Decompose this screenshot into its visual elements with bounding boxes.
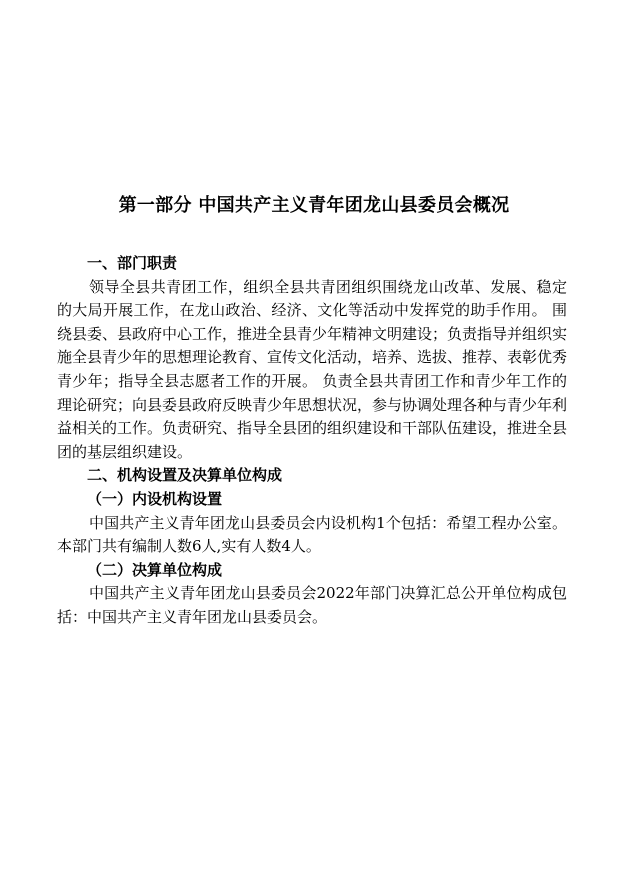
subsection-heading-units: （二）决算单位构成 <box>87 560 223 579</box>
section-heading-organization: 二、机构设置及决算单位构成 <box>87 466 283 485</box>
section-heading-duties: 一、部门职责 <box>87 254 178 272</box>
paragraph-duties: 领导全县共青团工作，组织全县共青团组织围绕龙山改革、发展、稳定的大局开展工作，在龙山政治、经济、文化等活动中发挥党的助手作用。 围绕县委、县政府中心工作，推进全县青少年精神文明建设；负责指导并组织实施全县青少年的思想理论教育、宣传文化活动，培养、选拔、推荐、表彰优秀青少年；指导全县志愿者工作的开展。 负责全县共青团工作和青少年工作的理论研究；向县委县政府反映青少年思想状况，参与协调处理各种与青少年利益相关的工作。负责研究、指导全县团的组织建设和干部队伍建设，推进全县团的基层组织建设。 <box>57 277 568 461</box>
page-title: 第一部分 中国共产主义青年团龙山县委员会概况 <box>118 195 510 216</box>
document-body <box>57 252 567 630</box>
paragraph-internal: 中国共产主义青年团龙山县委员会内设机构1个包括：希望工程办公室。本部门共有编制人数6人,实有人数4人。 <box>57 513 567 556</box>
paragraph-units: 中国共产主义青年团龙山县委员会2022年部门决算汇总公开单位构成包括：中国共产主义青年团龙山县委员会。 <box>57 584 567 626</box>
subsection-heading-internal: （一）内设机构设置 <box>87 489 223 508</box>
